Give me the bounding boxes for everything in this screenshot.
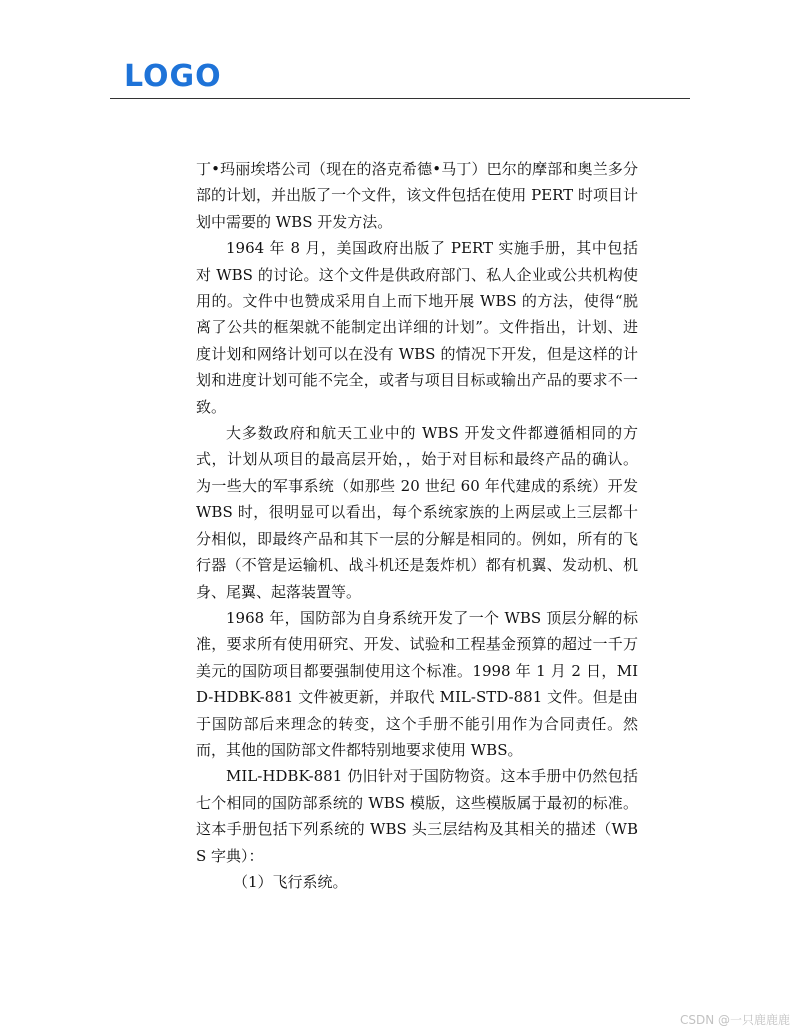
paragraph-1: 丁•玛丽埃塔公司（现在的洛克希德•马丁）巴尔的摩部和奥兰多分部的计划，并出版了一个文件，该文件包括在使用 PERT 时项目计划中需要的 WBS 开发方法。 [196,160,638,231]
logo: LOGO [124,59,222,94]
header-divider [110,98,690,99]
paragraph-2: 1964 年 8 月，美国政府出版了 PERT 实施手册，其中包括对 WBS 的讨论。这个文件是供政府部门、私人企业或公共机构使用的。文件中也赞成采用自上而下地开展 WBS 的方法，使得“脱离了公共的框架就不能制定出详细的计划”。文件指出，计划、进度计划和网络计划可以在没有 WBS 的情况下开发，但是这样的计划和进度计划可能不完全，或者与项目目标或输出产品的要求不一致。 [196,239,638,416]
document-body [196,156,638,895]
list-item: （1）飞行系统。 [233,872,348,891]
paragraph-5: MIL-HDBK-881 仍旧针对于国防物资。这本手册中仍然包括七个相同的国防部系统的 WBS 模版，这些模版属于最初的标准。这本手册包括下列系统的 WBS 头三层结构及其相关的描述（WBS 字典）： [196,767,638,865]
paragraph-4: 1968 年，国防部为自身系统开发了一个 WBS 顶层分解的标准，要求所有使用研究、开发、试验和工程基金预算的超过一千万美元的国防项目都要强制使用这个标准。1998 年 1 月 2 日，MID-HDBK-881 文件被更新，并取代 MIL-STD-881 文件。但是由于国防部后来理念的转变，这个手册不能引用作为合同责任。然而，其他的国防部文件都特别地要求使用 WBS。 [196,608,638,759]
watermark: CSDN @一只鹿鹿鹿 [679,1013,790,1027]
paragraph-3: 大多数政府和航天工业中的 WBS 开发文件都遵循相同的方式，计划从项目的最高层开始，，始于对目标和最终产品的确认。为一些大的军事系统（如那些 20 世纪 60 年代建成的系统）开发 WBS 时，很明显可以看出，每个系统家族的上两层或上三层都十分相似，即最终产品和其下一层的分解是相同的。例如，所有的飞行器（不管是运输机、战斗机还是轰炸机）都有机翼、发动机、机身、尾翼、起落装置等。 [196,424,638,601]
